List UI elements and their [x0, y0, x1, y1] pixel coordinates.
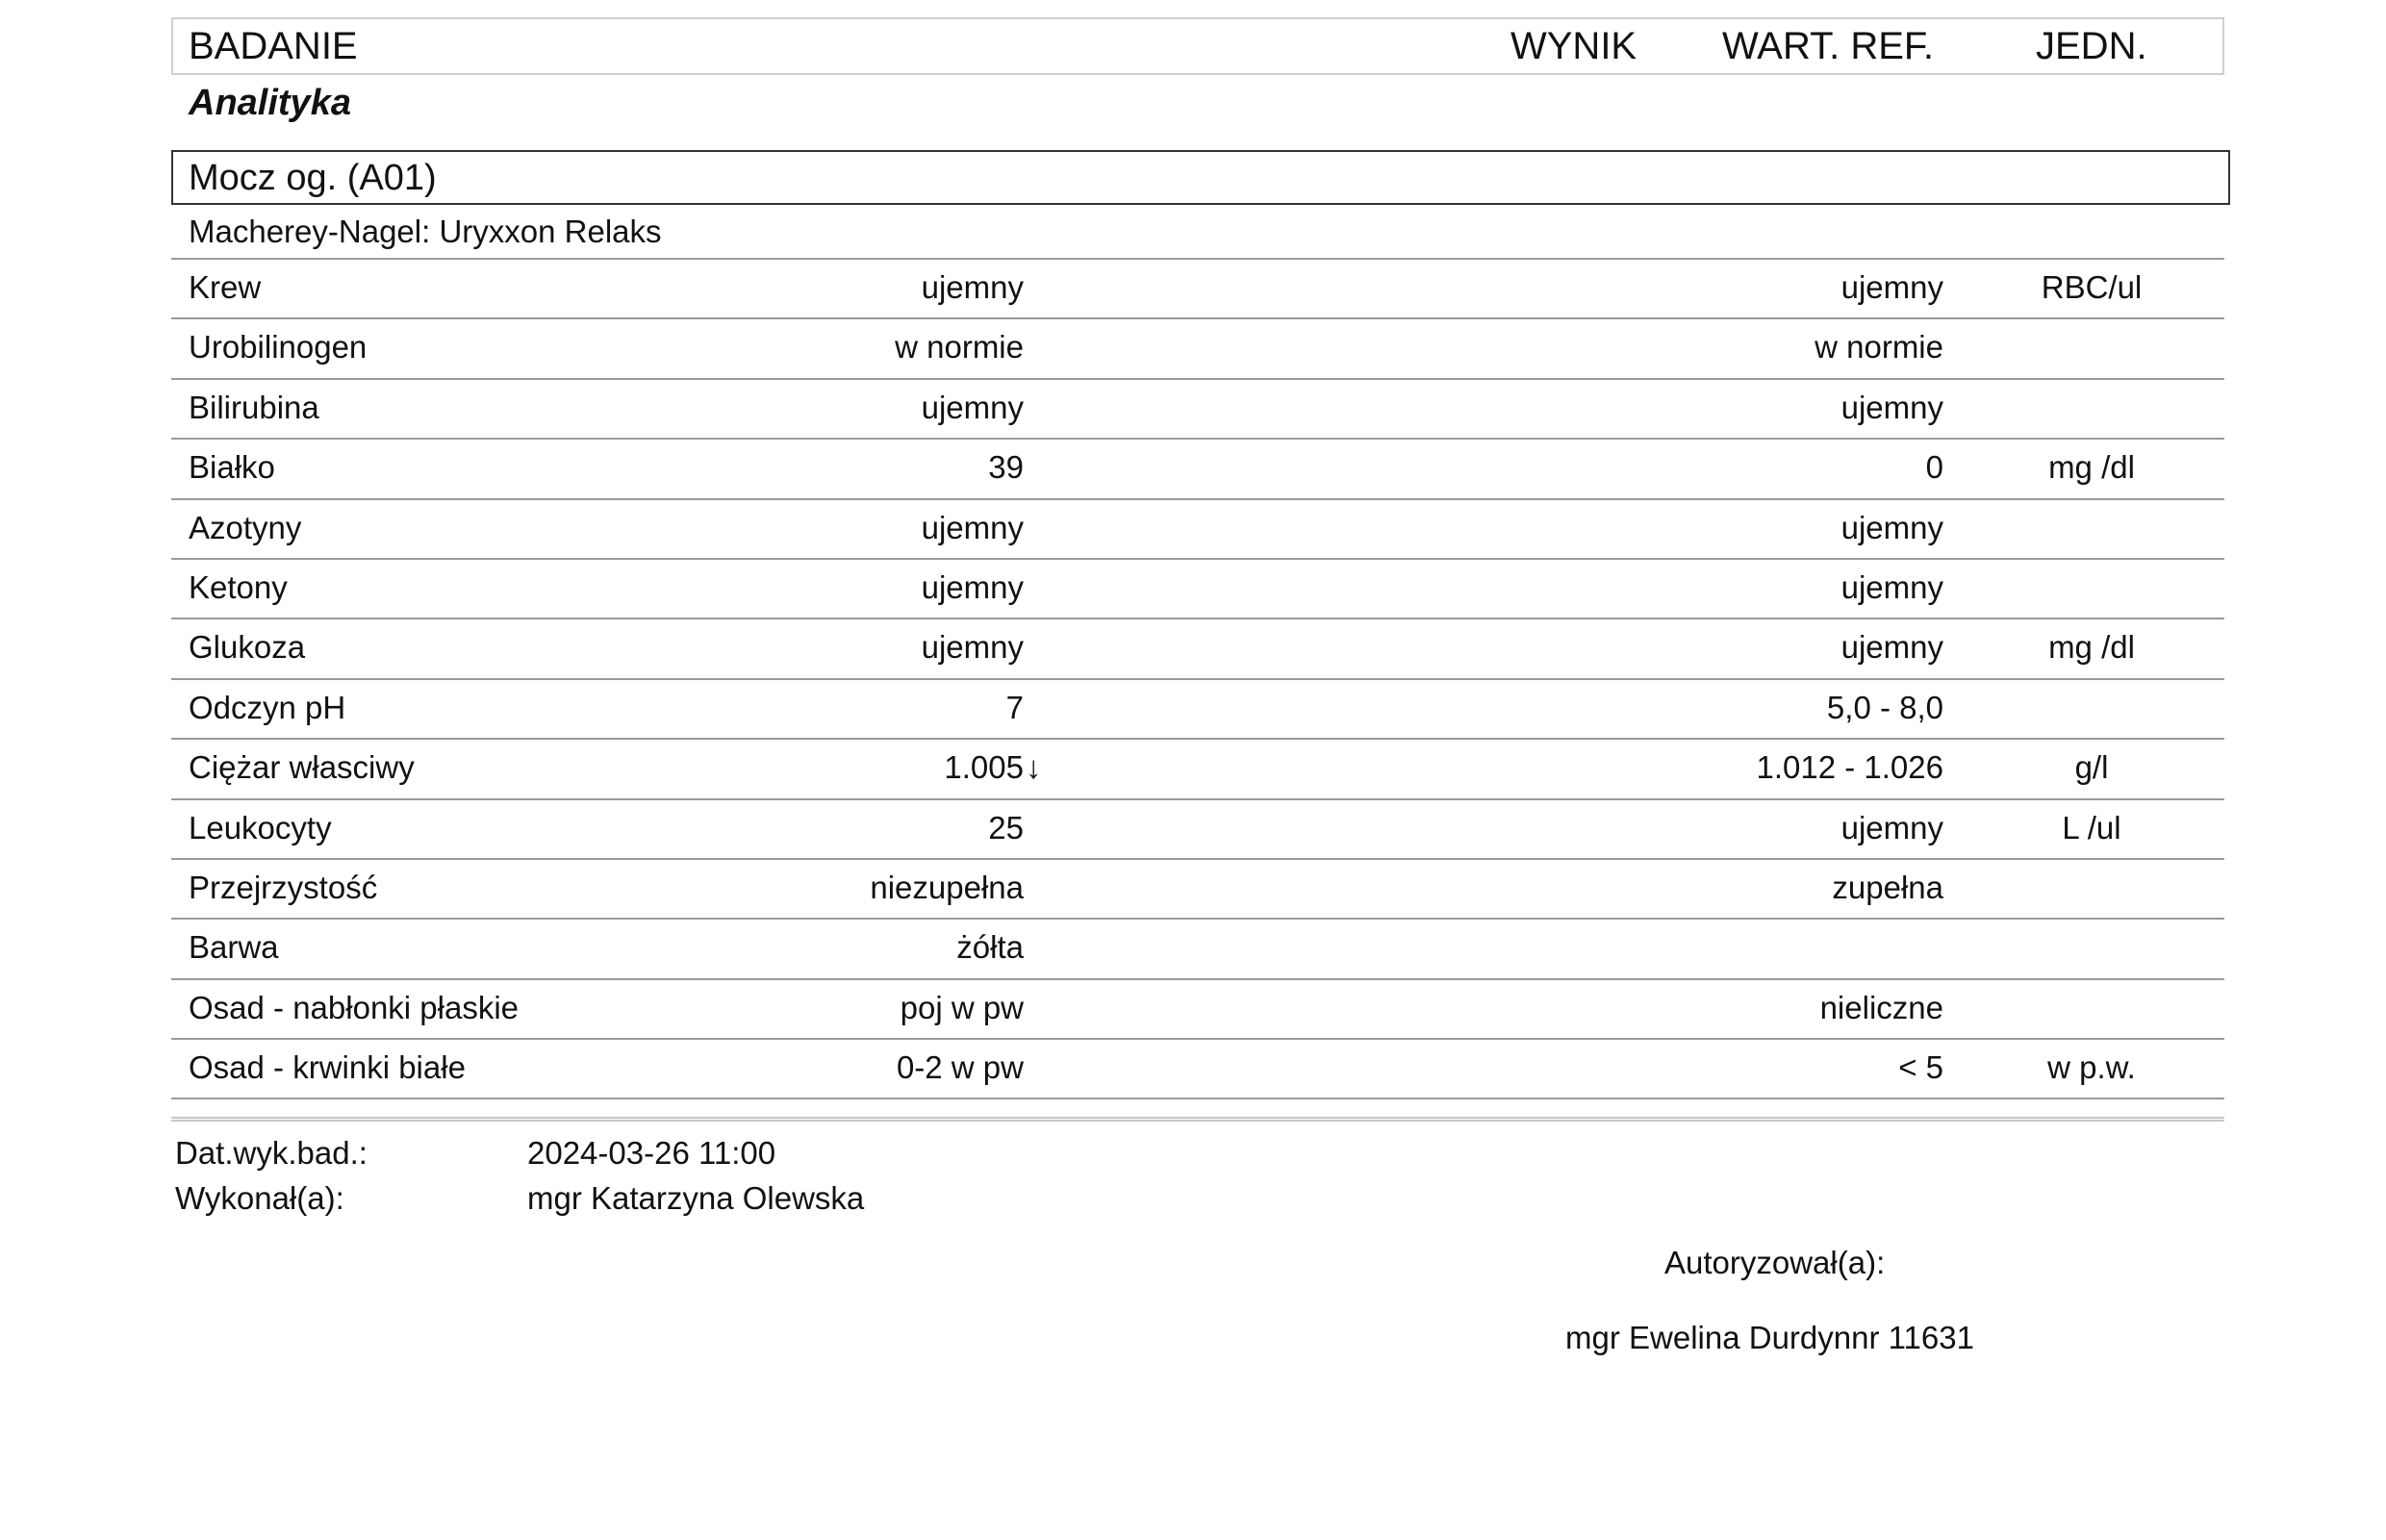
- test-result: 0-2 w pw: [896, 1049, 1024, 1086]
- table-row: [171, 860, 2224, 920]
- table-row: [171, 920, 2224, 979]
- test-result: poj w pw: [900, 989, 1024, 1025]
- table-row: [171, 619, 2224, 679]
- reference-value: ujemny: [1840, 568, 1943, 605]
- test-name: Azotyny: [189, 509, 302, 545]
- table-row: [171, 680, 2224, 740]
- test-name: Przejrzystość: [189, 869, 378, 905]
- date-value: 2024-03-26 11:00: [527, 1135, 776, 1171]
- test-result: niezupełna: [870, 869, 1024, 905]
- test-name: Krew: [189, 269, 262, 305]
- test-result: w normie: [895, 329, 1024, 366]
- test-name: Osad - krwinki białe: [189, 1049, 466, 1086]
- table-row: [171, 319, 2224, 379]
- test-name: Białko: [189, 449, 275, 486]
- reference-value: 0: [1925, 449, 1943, 486]
- unit-value: L /ul: [2062, 809, 2121, 846]
- test-result: 1.005: [944, 749, 1024, 786]
- unit-value: RBC/ul: [2041, 269, 2143, 305]
- results-table-header: [171, 17, 2224, 75]
- test-name: Ketony: [189, 568, 288, 605]
- reference-value: ujemny: [1840, 629, 1943, 666]
- table-row: [171, 800, 2224, 860]
- table-row: [171, 500, 2224, 560]
- unit-value: g/l: [2074, 749, 2109, 786]
- test-method-row: [171, 210, 2224, 260]
- reference-value: ujemny: [1840, 809, 1943, 846]
- test-name: Ciężar własciwy: [189, 749, 415, 786]
- table-row: [171, 740, 2224, 799]
- table-row: [171, 440, 2224, 499]
- table-row: [171, 1040, 2224, 1099]
- test-name: Osad - nabłonki płaskie: [189, 989, 520, 1025]
- authorized-by-label: Autoryzował(a):: [1664, 1245, 1886, 1280]
- test-name: Glukoza: [189, 629, 306, 666]
- unit-value: w p.w.: [2047, 1049, 2136, 1086]
- test-result: 39: [988, 449, 1024, 486]
- unit-value: mg /dl: [2048, 449, 2135, 486]
- performed-by-value: mgr Katarzyna Olewska: [527, 1180, 865, 1216]
- reference-value: ujemny: [1840, 269, 1943, 305]
- performed-by-label: Wykonał(a):: [175, 1180, 344, 1216]
- test-name: Leukocyty: [189, 809, 332, 846]
- results-table-body: [171, 260, 2224, 1099]
- test-result: 25: [988, 809, 1024, 846]
- table-row: [171, 380, 2224, 440]
- test-group-header: [171, 150, 2230, 205]
- reference-value: 5,0 - 8,0: [1826, 689, 1943, 725]
- table-row: [171, 560, 2224, 619]
- test-name: Urobilinogen: [189, 329, 368, 366]
- header-test-column: BADANIE: [189, 25, 358, 67]
- test-method: Macherey-Nagel: Uryxxon Relaks: [189, 214, 662, 249]
- reference-value: < 5: [1898, 1049, 1943, 1086]
- test-name: Bilirubina: [189, 389, 319, 425]
- reference-value: ujemny: [1840, 389, 1943, 425]
- table-row: [171, 260, 2224, 319]
- header-result-column: WYNIK: [1510, 25, 1637, 67]
- test-group-title: Mocz og. (A01): [189, 158, 437, 198]
- test-result: ujemny: [921, 389, 1024, 425]
- test-result: żółta: [956, 929, 1024, 966]
- date-label: Dat.wyk.bad.:: [175, 1135, 368, 1171]
- table-row: [171, 980, 2224, 1040]
- section-title: Analityka: [189, 83, 351, 123]
- header-reference-column: WART. REF.: [1722, 25, 1935, 67]
- reference-value: w normie: [1815, 329, 1943, 366]
- test-result: ujemny: [921, 629, 1024, 666]
- test-result: ujemny: [921, 269, 1024, 305]
- test-name: Barwa: [189, 929, 279, 966]
- reference-value: 1.012 - 1.026: [1756, 749, 1943, 786]
- header-unit-column: JEDN.: [2036, 25, 2147, 67]
- test-result: ujemny: [921, 568, 1024, 605]
- table-end-divider: [171, 1117, 2224, 1122]
- result-flag-arrow-icon: ↓: [1026, 749, 1042, 786]
- reference-value: ujemny: [1840, 509, 1943, 545]
- test-name: Odczyn pH: [189, 689, 346, 725]
- reference-value: nieliczne: [1819, 989, 1943, 1025]
- test-result: 7: [1005, 689, 1024, 725]
- authorized-by-value: mgr Ewelina Durdynnr 11631: [1565, 1320, 1974, 1355]
- reference-value: zupełna: [1832, 869, 1943, 905]
- test-result: ujemny: [921, 509, 1024, 545]
- unit-value: mg /dl: [2048, 629, 2135, 666]
